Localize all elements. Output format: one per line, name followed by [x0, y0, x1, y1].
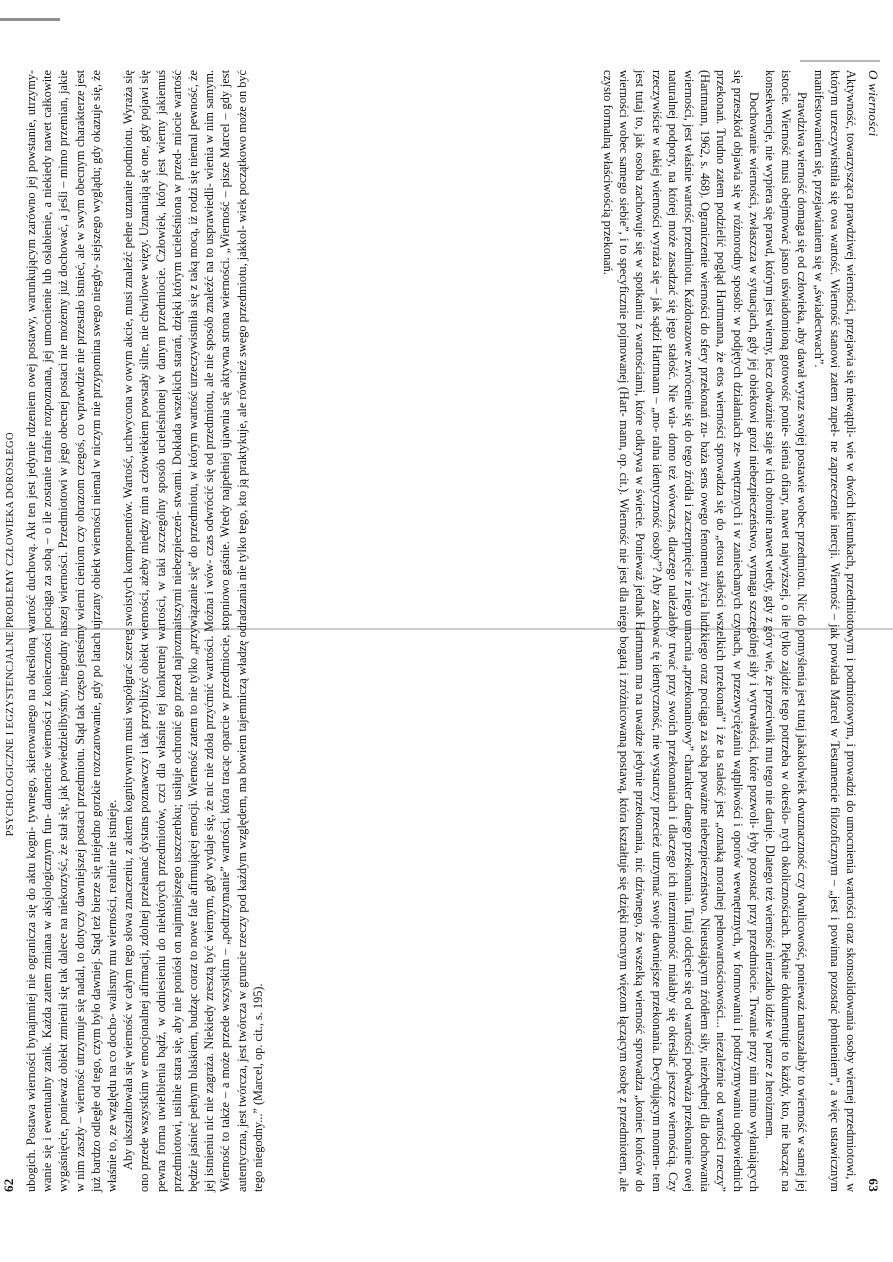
page-header [1, 70, 23, 1192]
book-page-63 [448, 0, 893, 1262]
page-body [23, 70, 266, 1192]
page-header [859, 70, 881, 1192]
running-head: O wierności [866, 70, 881, 137]
paragraph: ubogich. Postawa wierności bynajmniej nie ogranicza się do aktu kogni- tywnego, skierowanego na określoną wartość duchową. Akt ten jest jedynie rdzeniem owej postawy, warunkującym zarówno jej powstanie, utrzymy- wanie się i ewentualny zanik. Każda zatem zmiana w aksjologicznym fun- damencie wierności z konieczności pociąga za sobą – o ile zostanie trafnie rozpoznana, jej umocnienie lub osłabienie, a niekiedy nawet całkowite wygaśnięcie, ponieważ obiekt zmienił się tak dalece na niekorzyść, że stał się, jak powiedzielibyśmy, niegodny naszej wierności. Przedmiotowi w jego obecnej postaci nie możemy już dochować, a jeśli – mimo przemian, jakie w nim zaszły – wierność utrzymuje się nadal, to dotyczy dawniejszej postaci przedmiotu. Stąd tak często jesteśmy wierni cieniom czy obrazom czegoś, co wprawdzie nie przestało istnieć, ale w swym obecnym charakterze jest już bardzo odległe od tego, czym było dawniej. Stąd też bierze się niejedno gorzkie rozczarowanie, gdy po latach ujrzany obiekt wierności niemal w niczym nie przypomina swego niegdy- siejszego wyglądu; gdy okazuje się, że właśnie to, ze względu na co docho- walismy mu wierności, realnie nie istnieje. [24, 70, 120, 1192]
paragraph: Aktywność, towarzysząca prawdziwej wierności, przejawia się niewątpli- wie w dwóch kierunkach, przedmiotowym i podmiotowym, i prowadzi do umocnienia wartości oraz skonsolidowania osoby wiernej przedmiotowi, w którym urzeczywistniła się owa wartość. Wierność stanowi zatem zupeł- ne zaprzeczenie inercji. Wierność – jak powiada Marcel w Testamencie filozoficznym – „jest i powinna pozostać płomieniem”, a więc ustawicznym manifestowaniem się, przejawianiem się w „świadectwach”. [811, 70, 858, 1192]
page-number: 63 [866, 1178, 881, 1192]
paragraph: Prawdziwa wierność domaga się od człowieka, aby dawał wyraz swojej postawie wobec przedmiotu. Nic do pomyślenia jest tutaj jakakolwiek dwuznaczność czy dwulicowość, ponieważ naruszałaby to wierność w samej jej istocie. Wierność musi obejmować jasno uświadomioną gotowość ponie- sienia ofiary, nawet najwyższej, o ile tylko zajdzie tego potrzeba w określo- nych okolicznościach. Pięknie dokumentuje to każdy, kto, nie bacząc na konsekwencje, nie wypiera się prawd, którym jest wierny, lecz odważnie staje w ich obronie nawet wtedy, gdy z góry wie, że przeciwnik mu tego nie daruje. Dlatego też wierność nierzadko idzie w parze z heroizmem. [762, 70, 810, 1192]
page-number: 62 [1, 1178, 16, 1192]
paragraph: Dochowanie wierności, zwłaszcza w sytuacjach, gdy jej obiektowi grozi niebezpieczeństwo, wymaga szczególnej siły i wytrwałości, które pozwoli- łyby pozostać przy przedmiocie. Trwanie przy nim mimo wyłaniających się przeszkód objawia się w różnorodny sposób: w podjętych działaniach ze- wnętrznych i w zaniechanych czynach, w przezwyciężaniu wątpliwości i oporów wewnętrznych, w formowaniu i podtrzymywaniu odpowiednich przekonań. Trudno zatem podzielić pogląd Hartmanna, że etos wierności sprowadza się do „etosu stałości wszelkich przekonań” i że ta stałość jest „oznaką moralnej pełnowartościowości... niezależnie od wartości rzeczy” (Hartmann, 1962, s. 468). Ograniczenie wierności do sfery przekonań zu- baża sens owego fenomenu życia ludzkiego oraz pociąga za sobą poważne niebezpieczeństwo. Nieustającym źródłem siły, niezbędnej dla dochowania wierności, jest właśnie wartość przedmiotu. Każdorazowe zwrócenie się do tego źródła i zaczerpnięcie z niego umacnia „przekonaniowy” charakter danego przekonania. Tutaj odcięcie się od wartości podważa przekonanie owej naturalnej podpory, na której może zasadzać się jego stałość. Nie wia- domo też wówczas, dlaczego należałoby trwać przy swoich przekonaniach i dlaczego ich niezmienność miałaby się określać jeszcze wiernością. Czy rzeczywiście w takiej wierności wyraża się – jak sądzi Hartmann – „mo- ralna identyczność osoby”? Aby zachować tę identyczność, nie wystarczy przecież utrzymać swoje dawniejsze przekonania. Decydującym momen- tem jest tutaj to, jak osoba zachowuje się w spotkaniu z wartościami, które odkrywa w świecie. Ponieważ jednak Hartmann ma na uwadze jedynie przekonania, nic dziwnego, że wszelką wierność sprowadza „koniec końców do wierności wobec samego siebie”, i to specyficznie pojmowanej (Hart- mann, op. cit.). Wierność nie jest dla niego bogatą i zróżnicowaną postawą, która kształtuje się dzięki mocnym więzom łączącym osobę z przedmiotem, ale czysto formalną właściwością przekonań. [600, 70, 761, 1192]
page-body [600, 70, 859, 1192]
paragraph: Aby ukształtowała się wierność w całym tego słowa znaczeniu, z aktem kognitywnym musi współgrać szereg swoistych komponentów. Wartość, uchwycona w owym akcie, musi znaleźć pełne uznanie podmiotu. Wyraża się ono przede wszystkim w emocjonalnej afirmacji, zdolnej przełamać dystans poznawczy i tak przybliżyć obiekt wierności, ażeby między nim a człowiekiem powstały silne, nie chwilowe więzy. Uznaniają się one, gdy pojawi się pewna forma uwielbienia bądź, w odniesieniu do niektórych przedmiotów, czci dla właśnie tej konkretnej wartości, w taki szczególny sposób ucieleśnionej w danym przedmiocie. Człowiek, który jest wierny jakiemuś przedmiotowi, usilnie stara się, aby nie poniósł on najmniejszego uszczerbku; usiłuje ochronić go przed najrozmaitszymi niebezpieczeń- stwami. Dokłada wszelkich starań, dzięki którym ucieleśniona w przed- miocie wartość będzie jaśnieć pełnym blaskiem, budząc coraz to nowe fale afirmującej emocji. Wierność zatem to nie tylko „przywiązanie się” do przedmiotu, w którym wartość urzeczywistniła się z taką mocą, iż rodzi się niemal pewność, że jej istnieniu nic nie zagraża. Niekiedy zresztą być wiernym, gdy wydaje się, że nic nie zdoła przyćmić wartości. Można i wów- czas odwrócić się od przedmiotu, ale nie sposób znaleźć na to usprawiedli- wienia w nim samym. Wierność to także – a może przede wszystkim – „podtrzymanie” wartości, która tracąc oparcie w przedmiocie, stopniowo gaśnie. Wtedy najpełniej ujawnia się aktywna strona wierności. „Wierność – pisze Marcel – gdy jest autentyczna, jest twórcza, jest twórcza w gruncie rzeczy pod każdym względem, ma bowiem tajemniczą władzę odradzania nie tylko tego, kto ją praktykuje, ale również swego przedmiotu, jakkol- wiek początkowo może on być tego niegodny...” (Marcel, op. cit., s. 195). [121, 70, 265, 1192]
running-head: PSYCHOLOGICZNE I EGZYSTENCJALNE PROBLEMY CZŁOWIEKA DOROSŁEGO [5, 432, 16, 837]
book-page-62 [1, 0, 446, 1262]
